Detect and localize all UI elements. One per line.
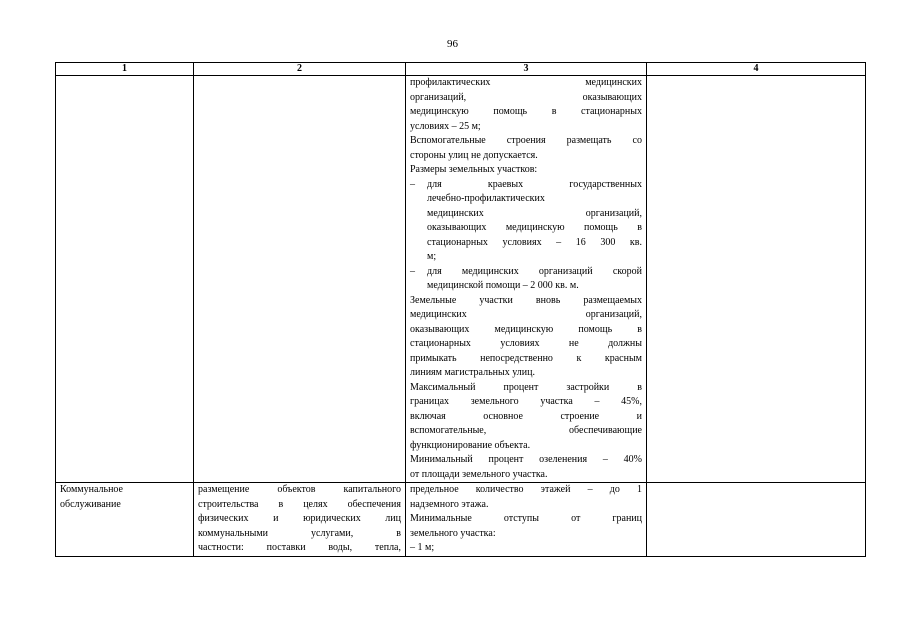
cell-text-line: линиям магистральных улиц. <box>410 367 535 378</box>
cell-text-line: Земельные участки вновь размещаемых <box>410 294 642 306</box>
cell-text-line: предельное количество этажей – до 1 <box>410 484 642 495</box>
use-type-label: обслуживание <box>60 498 121 510</box>
cell-text-line: вспомогательные, обеспечивающие <box>410 425 642 436</box>
cell-text-line: медицинской помощи – 2 000 кв. м. <box>427 280 579 291</box>
cell-text-line: – 1 м; <box>410 542 435 553</box>
cell-text-line: медицинскую помощь в стационарных <box>410 106 642 117</box>
row1-col4-cell <box>647 76 866 483</box>
row2-col3-cell <box>406 483 647 557</box>
cell-text-line: условиях – 25 м; <box>410 120 481 132</box>
cell-text-line: стационарных условиях не должны <box>410 338 642 349</box>
cell-text-line: Вспомогательные строения размещать со <box>410 135 642 146</box>
cell-text-line: Минимальные отступы от границ <box>410 513 642 524</box>
cell-text-line: включая основное строение и <box>410 410 642 422</box>
cell-text-line: частности: поставки воды, тепла, <box>198 542 401 553</box>
cell-text-line: размещение объектов капитального <box>198 484 401 495</box>
cell-text-line: от площади земельного участка. <box>410 468 548 480</box>
cell-text-line: границах земельного участка – 45%, <box>410 396 642 407</box>
cell-text-line: коммунальными услугами, в <box>198 527 401 539</box>
cell-text-line: оказывающих медицинскую помощь в <box>427 222 642 233</box>
cell-text-line: лечебно-профилактических <box>427 193 545 204</box>
row1-col1-cell <box>56 76 194 483</box>
header-col-1: 1 <box>56 63 194 76</box>
header-col-2: 2 <box>194 63 406 76</box>
row2-col4-cell <box>647 483 866 557</box>
table-row <box>56 76 866 483</box>
cell-text-line: Минимальный процент озеленения – 40% <box>410 454 642 465</box>
page-number: 96 <box>447 38 458 50</box>
header-row <box>56 63 866 76</box>
cell-text-line: Размеры земельных участков: <box>410 164 538 175</box>
cell-text-line: стационарных условиях – 16 300 кв. <box>427 236 642 248</box>
cell-text-line: оказывающих медицинскую помощь в <box>410 323 642 335</box>
header-col-4: 4 <box>647 63 866 76</box>
dash-bullet: – <box>410 265 415 277</box>
cell-text-line: стороны улиц не допускается. <box>410 149 538 161</box>
use-type-label: Коммунальное <box>60 484 123 495</box>
cell-text-line: надземного этажа. <box>410 498 489 510</box>
cell-text-line: строительства в целях обеспечения <box>198 498 401 510</box>
list-item <box>410 178 642 265</box>
cell-text-line: для медицинских организаций скорой <box>427 265 642 277</box>
list-item <box>410 265 642 294</box>
cell-text-line: для краевых государственных <box>427 178 642 190</box>
dash-bullet: – <box>410 178 415 190</box>
cell-text-line: Максимальный процент застройки в <box>410 381 642 393</box>
cell-text-line: примыкать непосредственно к красным <box>410 352 642 364</box>
cell-text-line: медицинских организаций, <box>427 207 642 219</box>
zoning-table <box>55 62 866 557</box>
cell-text-line: м; <box>427 251 437 262</box>
cell-text-line: земельного участка: <box>410 527 496 539</box>
cell-text-line: физических и юридических лиц <box>198 513 401 524</box>
row2-col1-cell <box>56 483 194 557</box>
row1-col3-cell <box>406 76 647 483</box>
cell-text-line: медицинских организаций, <box>410 309 642 320</box>
cell-text-line: функционирование объекта. <box>410 439 531 451</box>
table-row <box>56 483 866 557</box>
cell-text-line: организаций, оказывающих <box>410 91 642 103</box>
row1-col2-cell <box>194 76 406 483</box>
cell-text-line: профилактических медицинских <box>410 77 642 88</box>
row2-col2-cell <box>194 483 406 557</box>
header-col-3: 3 <box>406 63 647 76</box>
dash-list <box>410 178 642 294</box>
